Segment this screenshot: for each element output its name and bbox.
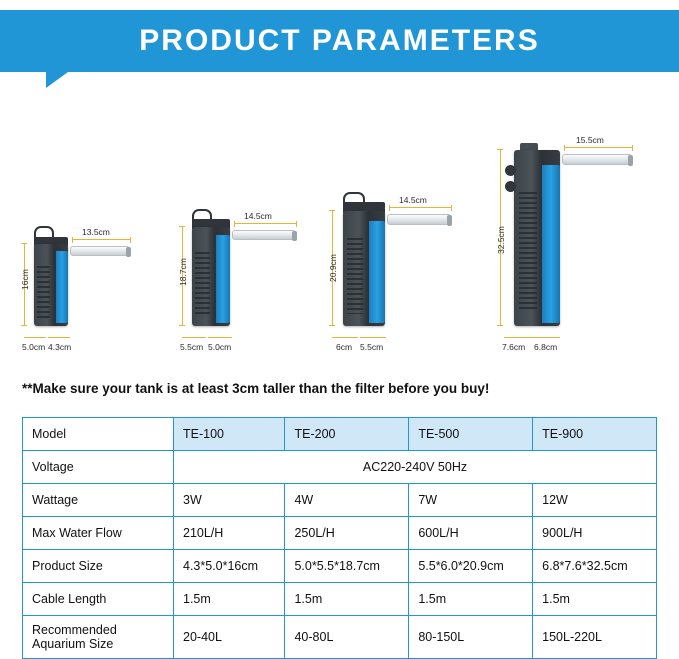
- dim-tick: [389, 205, 390, 211]
- dim-tick: [21, 325, 27, 326]
- outlet-tube-cap: [292, 231, 297, 241]
- dim-tick: [130, 237, 131, 243]
- dim-tick: [179, 226, 185, 227]
- table-row-cable-length: [23, 583, 657, 616]
- dim-line-width-te-500: [360, 337, 386, 338]
- row-value-cable-te-200: 1.5m: [285, 583, 409, 616]
- outlet-tube: [562, 154, 632, 165]
- table-row-recommended-aquarium-size: [23, 616, 657, 659]
- filter-housing: [343, 211, 385, 326]
- dim-tick: [329, 325, 335, 326]
- intake-vents: [347, 238, 363, 314]
- dim-label-height-te-900: 32.5cm: [496, 226, 506, 254]
- row-value-wattage-te-200: 4W: [285, 484, 409, 517]
- row-value-wattage-te-100: 3W: [174, 484, 285, 517]
- outlet-tube: [387, 214, 451, 225]
- purchase-note: **Make sure your tank is at least 3cm taller than the filter before you buy!: [22, 381, 490, 396]
- row-value-size-te-100: 4.3*5.0*16cm: [174, 550, 285, 583]
- dim-line-depth-te-100: [24, 337, 46, 338]
- table-header-label: Model: [23, 418, 174, 451]
- dim-tick: [21, 243, 27, 244]
- filter-blue-panel: [542, 165, 560, 323]
- dim-label-width-te-900: 6.8cm: [534, 342, 558, 352]
- dim-tick: [451, 205, 452, 211]
- product-illustrations: [0, 96, 679, 362]
- row-value-flow-te-100: 210L/H: [174, 517, 285, 550]
- row-value-flow-te-900: 900L/H: [533, 517, 657, 550]
- row-value-flow-te-500: 600L/H: [409, 517, 533, 550]
- row-label-max-water-flow: Max Water Flow: [23, 517, 174, 550]
- filter-blue-panel: [369, 221, 385, 323]
- dim-tick: [234, 221, 235, 227]
- dim-label-depth-te-100: 5.0cm: [22, 342, 46, 352]
- dim-label-depth-te-200: 5.5cm: [180, 342, 204, 352]
- dim-tick: [632, 145, 633, 151]
- suction-cup-icon: [505, 165, 516, 176]
- table-model-te-100: TE-100: [174, 418, 285, 451]
- dim-line-tube-te-500: [389, 207, 451, 208]
- filter-blue-panel: [56, 251, 68, 323]
- page-header-banner: [0, 10, 679, 72]
- dim-line-tube-te-200: [234, 223, 296, 224]
- row-value-aquarium-te-500: 80-150L: [409, 616, 533, 659]
- dim-label-width-te-100: 4.3cm: [48, 342, 72, 352]
- dim-tick: [564, 145, 565, 151]
- dim-line-tube-te-900: [564, 147, 632, 148]
- dim-tick: [497, 149, 503, 150]
- outlet-tube: [232, 230, 296, 240]
- dim-label-depth-te-500: 6cm: [336, 342, 353, 352]
- dim-line-depth-te-900: [504, 337, 532, 338]
- dim-line-width-te-900: [532, 337, 560, 338]
- row-value-aquarium-te-200: 40-80L: [285, 616, 409, 659]
- dim-tick: [179, 325, 185, 326]
- table-row-models: [23, 418, 657, 451]
- row-label-voltage: Voltage: [23, 451, 174, 484]
- row-value-size-te-900: 6.8*7.6*32.5cm: [533, 550, 657, 583]
- row-label-product-size: Product Size: [23, 550, 174, 583]
- row-value-wattage-te-500: 7W: [409, 484, 533, 517]
- dim-tick: [296, 221, 297, 227]
- row-label-cable-length: Cable Length: [23, 583, 174, 616]
- dim-label-tube-te-100: 13.5cm: [82, 227, 110, 237]
- dim-line-depth-te-500: [332, 337, 358, 338]
- dim-label-height-te-200: 18.7cm: [178, 258, 188, 286]
- dim-label-depth-te-900: 7.6cm: [502, 342, 526, 352]
- dim-tick: [72, 237, 73, 243]
- outlet-tube-cap: [447, 215, 452, 226]
- table-model-te-200: TE-200: [285, 418, 409, 451]
- row-value-aquarium-te-900: 150L-220L: [533, 616, 657, 659]
- filter-housing: [514, 150, 560, 326]
- product-illustration-te-100: [20, 216, 176, 352]
- intake-vents: [519, 192, 537, 310]
- dim-line-depth-te-200: [182, 337, 206, 338]
- table-model-te-500: TE-500: [409, 418, 533, 451]
- table-row-product-size: [23, 550, 657, 583]
- row-label-wattage: Wattage: [23, 484, 174, 517]
- dim-label-height-te-500: 20.9cm: [328, 254, 338, 282]
- outlet-tube-cap: [628, 155, 633, 166]
- specifications-table: [22, 417, 657, 659]
- outlet-tube: [70, 246, 130, 256]
- filter-blue-panel: [216, 235, 230, 323]
- dim-line-tube-te-100: [72, 239, 130, 240]
- dim-label-tube-te-500: 14.5cm: [399, 195, 427, 205]
- product-illustration-te-900: [496, 116, 679, 352]
- row-label-recommended-aquarium-size: Recommended Aquarium Size: [23, 616, 174, 659]
- table-row-wattage: [23, 484, 657, 517]
- page-title: PRODUCT PARAMETERS: [139, 24, 540, 57]
- outlet-tube-cap: [126, 247, 131, 257]
- product-illustration-te-500: [328, 176, 504, 352]
- filter-housing: [192, 227, 230, 326]
- intake-vents: [195, 252, 210, 316]
- row-value-voltage: AC220-240V 50Hz: [174, 451, 657, 484]
- suction-cup-icon: [505, 181, 516, 192]
- dim-label-height-te-100: 16cm: [20, 269, 30, 290]
- banner-tail-decoration: [46, 72, 90, 88]
- dim-label-width-te-200: 5.0cm: [208, 342, 232, 352]
- dim-tick: [497, 325, 503, 326]
- dim-line-width-te-200: [208, 337, 232, 338]
- filter-housing: [34, 244, 68, 326]
- table-row-voltage: [23, 451, 657, 484]
- row-value-cable-te-100: 1.5m: [174, 583, 285, 616]
- product-illustration-te-200: [178, 196, 344, 352]
- row-value-flow-te-200: 250L/H: [285, 517, 409, 550]
- dim-tick: [329, 210, 335, 211]
- table-model-te-900: TE-900: [533, 418, 657, 451]
- intake-vents: [37, 266, 50, 318]
- dim-label-tube-te-900: 15.5cm: [576, 135, 604, 145]
- row-value-size-te-500: 5.5*6.0*20.9cm: [409, 550, 533, 583]
- dim-label-width-te-500: 5.5cm: [360, 342, 384, 352]
- table-row-max-water-flow: [23, 517, 657, 550]
- row-value-aquarium-te-100: 20-40L: [174, 616, 285, 659]
- row-value-cable-te-900: 1.5m: [533, 583, 657, 616]
- dim-line-width-te-100: [48, 337, 70, 338]
- row-value-wattage-te-900: 12W: [533, 484, 657, 517]
- row-value-size-te-200: 5.0*5.5*18.7cm: [285, 550, 409, 583]
- dim-label-tube-te-200: 14.5cm: [244, 211, 272, 221]
- row-value-cable-te-500: 1.5m: [409, 583, 533, 616]
